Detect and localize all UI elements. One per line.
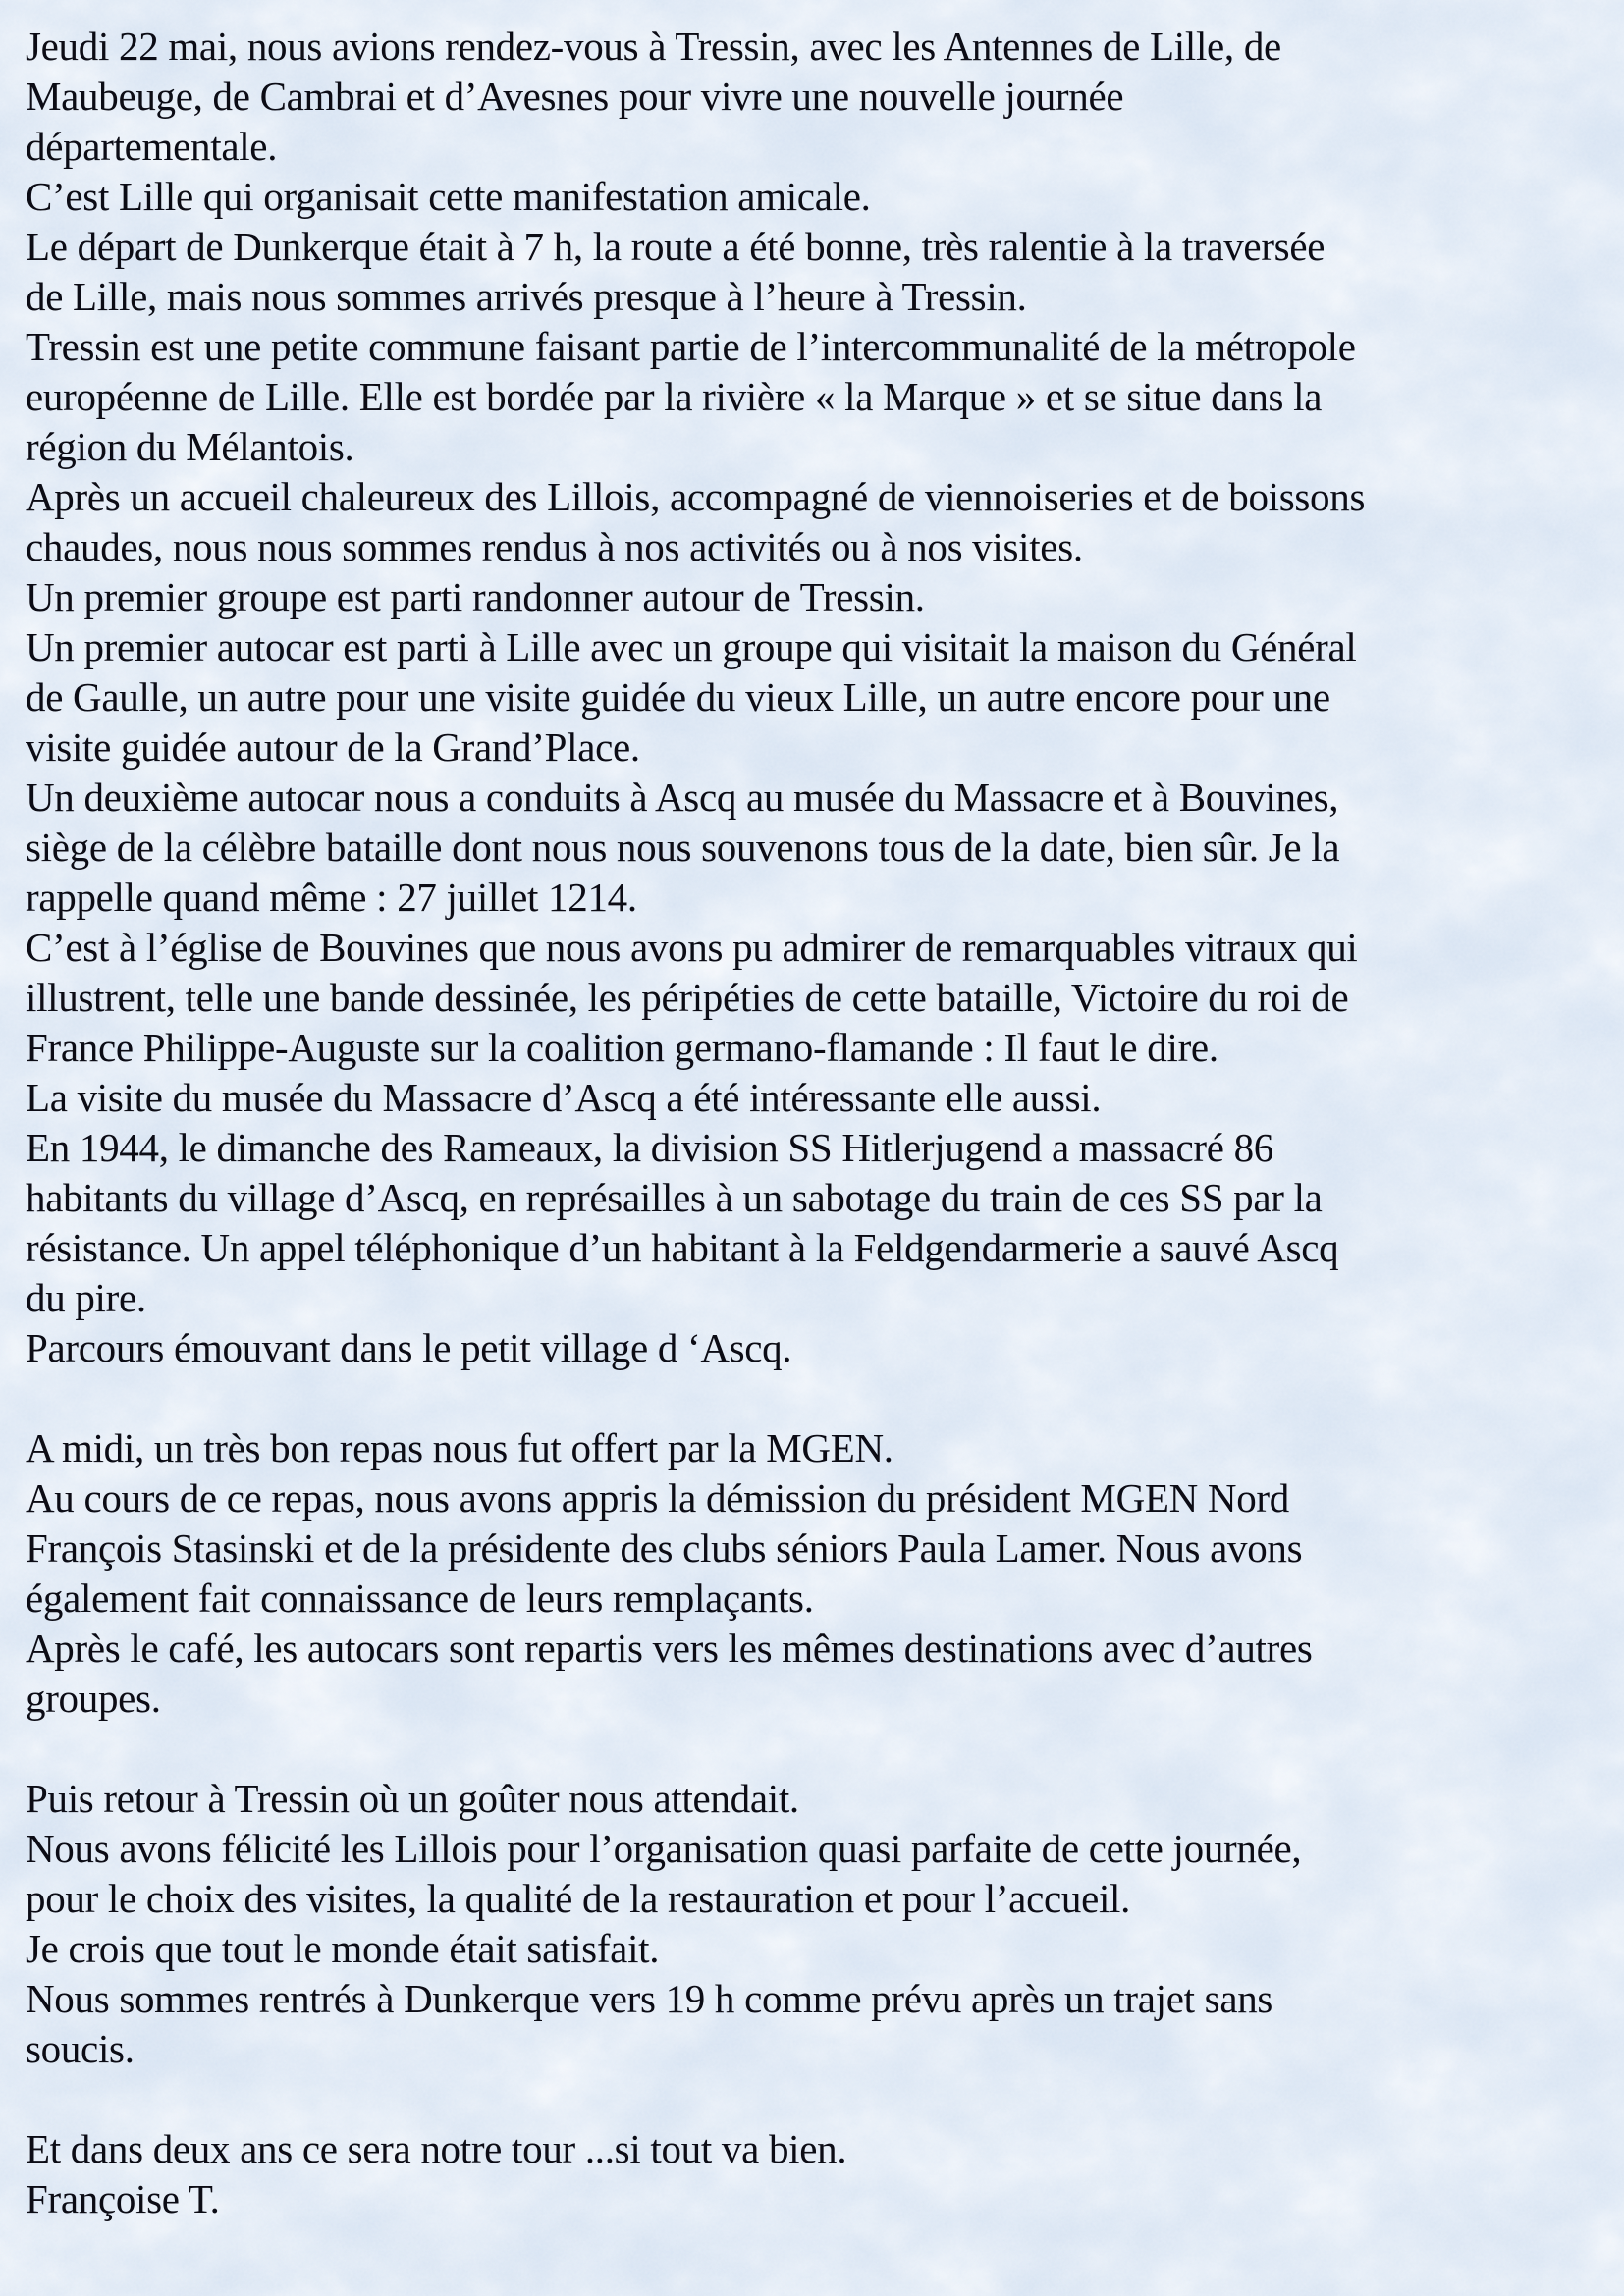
text-line: Nous avons félicité les Lillois pour l’organisation quasi parfaite de cette journée, bbox=[26, 1826, 1302, 1871]
text-line: Un deuxième autocar nous a conduits à Ascq au musée du Massacre et à Bouvines, bbox=[26, 774, 1339, 820]
text-line: siège de la célèbre bataille dont nous nous souvenons tous de la date, bien sûr. Je la bbox=[26, 825, 1340, 870]
text-line: Et dans deux ans ce sera notre tour ...si tout va bien. bbox=[26, 2126, 847, 2171]
text-line: En 1944, le dimanche des Rameaux, la division SS Hitlerjugend a massacré 86 bbox=[26, 1125, 1273, 1170]
text-line: La visite du musée du Massacre d’Ascq a été intéressante elle aussi. bbox=[26, 1075, 1102, 1120]
text-line: chaudes, nous nous sommes rendus à nos activités ou à nos visites. bbox=[26, 524, 1083, 569]
text-line: de Lille, mais nous sommes arrivés presque à l’heure à Tressin. bbox=[26, 274, 1027, 319]
text-line: Après le café, les autocars sont repartis vers les mêmes destinations avec d’autres bbox=[26, 1626, 1313, 1671]
text-line: Maubeuge, de Cambrai et d’Avesnes pour vivre une nouvelle journée bbox=[26, 74, 1124, 119]
text-line: également fait connaissance de leurs remplaçants. bbox=[26, 1575, 814, 1621]
text-line: du pire. bbox=[26, 1275, 146, 1320]
text-line: Jeudi 22 mai, nous avions rendez-vous à Tressin, avec les Antennes de Lille, de bbox=[26, 24, 1281, 69]
text-line: départementale. bbox=[26, 124, 278, 169]
text-line: visite guidée autour de la Grand’Place. bbox=[26, 724, 640, 770]
text-line: résistance. Un appel téléphonique d’un habitant à la Feldgendarmerie a sauvé Ascq bbox=[26, 1225, 1339, 1270]
text-line: Au cours de ce repas, nous avons appris la démission du président MGEN Nord bbox=[26, 1475, 1289, 1521]
text-line: A midi, un très bon repas nous fut offert par la MGEN. bbox=[26, 1425, 893, 1470]
text-line: illustrent, telle une bande dessinée, les péripéties de cette bataille, Victoire du roi de bbox=[26, 975, 1349, 1020]
text-line: européenne de Lille. Elle est bordée par la rivière « la Marque » et se situe dans la bbox=[26, 374, 1323, 419]
text-line: France Philippe-Auguste sur la coalition germano-flamande : Il faut le dire. bbox=[26, 1025, 1218, 1070]
text-line: de Gaulle, un autre pour une visite guidée du vieux Lille, un autre encore pour une bbox=[26, 674, 1330, 720]
text-line: Le départ de Dunkerque était à 7 h, la route a été bonne, très ralentie à la traversée bbox=[26, 224, 1326, 269]
text-line: C’est Lille qui organisait cette manifestation amicale. bbox=[26, 174, 871, 219]
blank-line bbox=[26, 2074, 1608, 2124]
text-line: Après un accueil chaleureux des Lillois, accompagné de viennoiseries et de boissons bbox=[26, 474, 1366, 519]
document-text bbox=[26, 22, 1608, 2224]
text-line: groupes. bbox=[26, 1676, 161, 1721]
text-line: Parcours émouvant dans le petit village d ‘Ascq. bbox=[26, 1325, 792, 1370]
text-line: Tressin est une petite commune faisant partie de l’intercommunalité de la métropole bbox=[26, 324, 1356, 369]
blank-line bbox=[26, 1373, 1608, 1423]
text-line: Un premier autocar est parti à Lille avec un groupe qui visitait la maison du Général bbox=[26, 624, 1357, 669]
text-line: rappelle quand même : 27 juillet 1214. bbox=[26, 875, 637, 920]
text-line: Nous sommes rentrés à Dunkerque vers 19 h comme prévu après un trajet sans bbox=[26, 1976, 1273, 2021]
blank-line bbox=[26, 1724, 1608, 1774]
text-line: François Stasinski et de la présidente des clubs séniors Paula Lamer. Nous avons bbox=[26, 1525, 1303, 1571]
text-line: pour le choix des visites, la qualité de la restauration et pour l’accueil. bbox=[26, 1876, 1131, 1921]
text-line: Puis retour à Tressin où un goûter nous attendait. bbox=[26, 1776, 799, 1821]
text-line: C’est à l’église de Bouvines que nous avons pu admirer de remarquables vitraux qui bbox=[26, 925, 1358, 970]
text-line: région du Mélantois. bbox=[26, 424, 354, 469]
text-line: soucis. bbox=[26, 2026, 135, 2071]
text-line: habitants du village d’Ascq, en représailles à un sabotage du train de ces SS par la bbox=[26, 1175, 1323, 1220]
text-line: Je crois que tout le monde était satisfait. bbox=[26, 1926, 660, 1971]
text-line: Un premier groupe est parti randonner autour de Tressin. bbox=[26, 574, 925, 619]
text-line: Françoise T. bbox=[26, 2176, 220, 2221]
